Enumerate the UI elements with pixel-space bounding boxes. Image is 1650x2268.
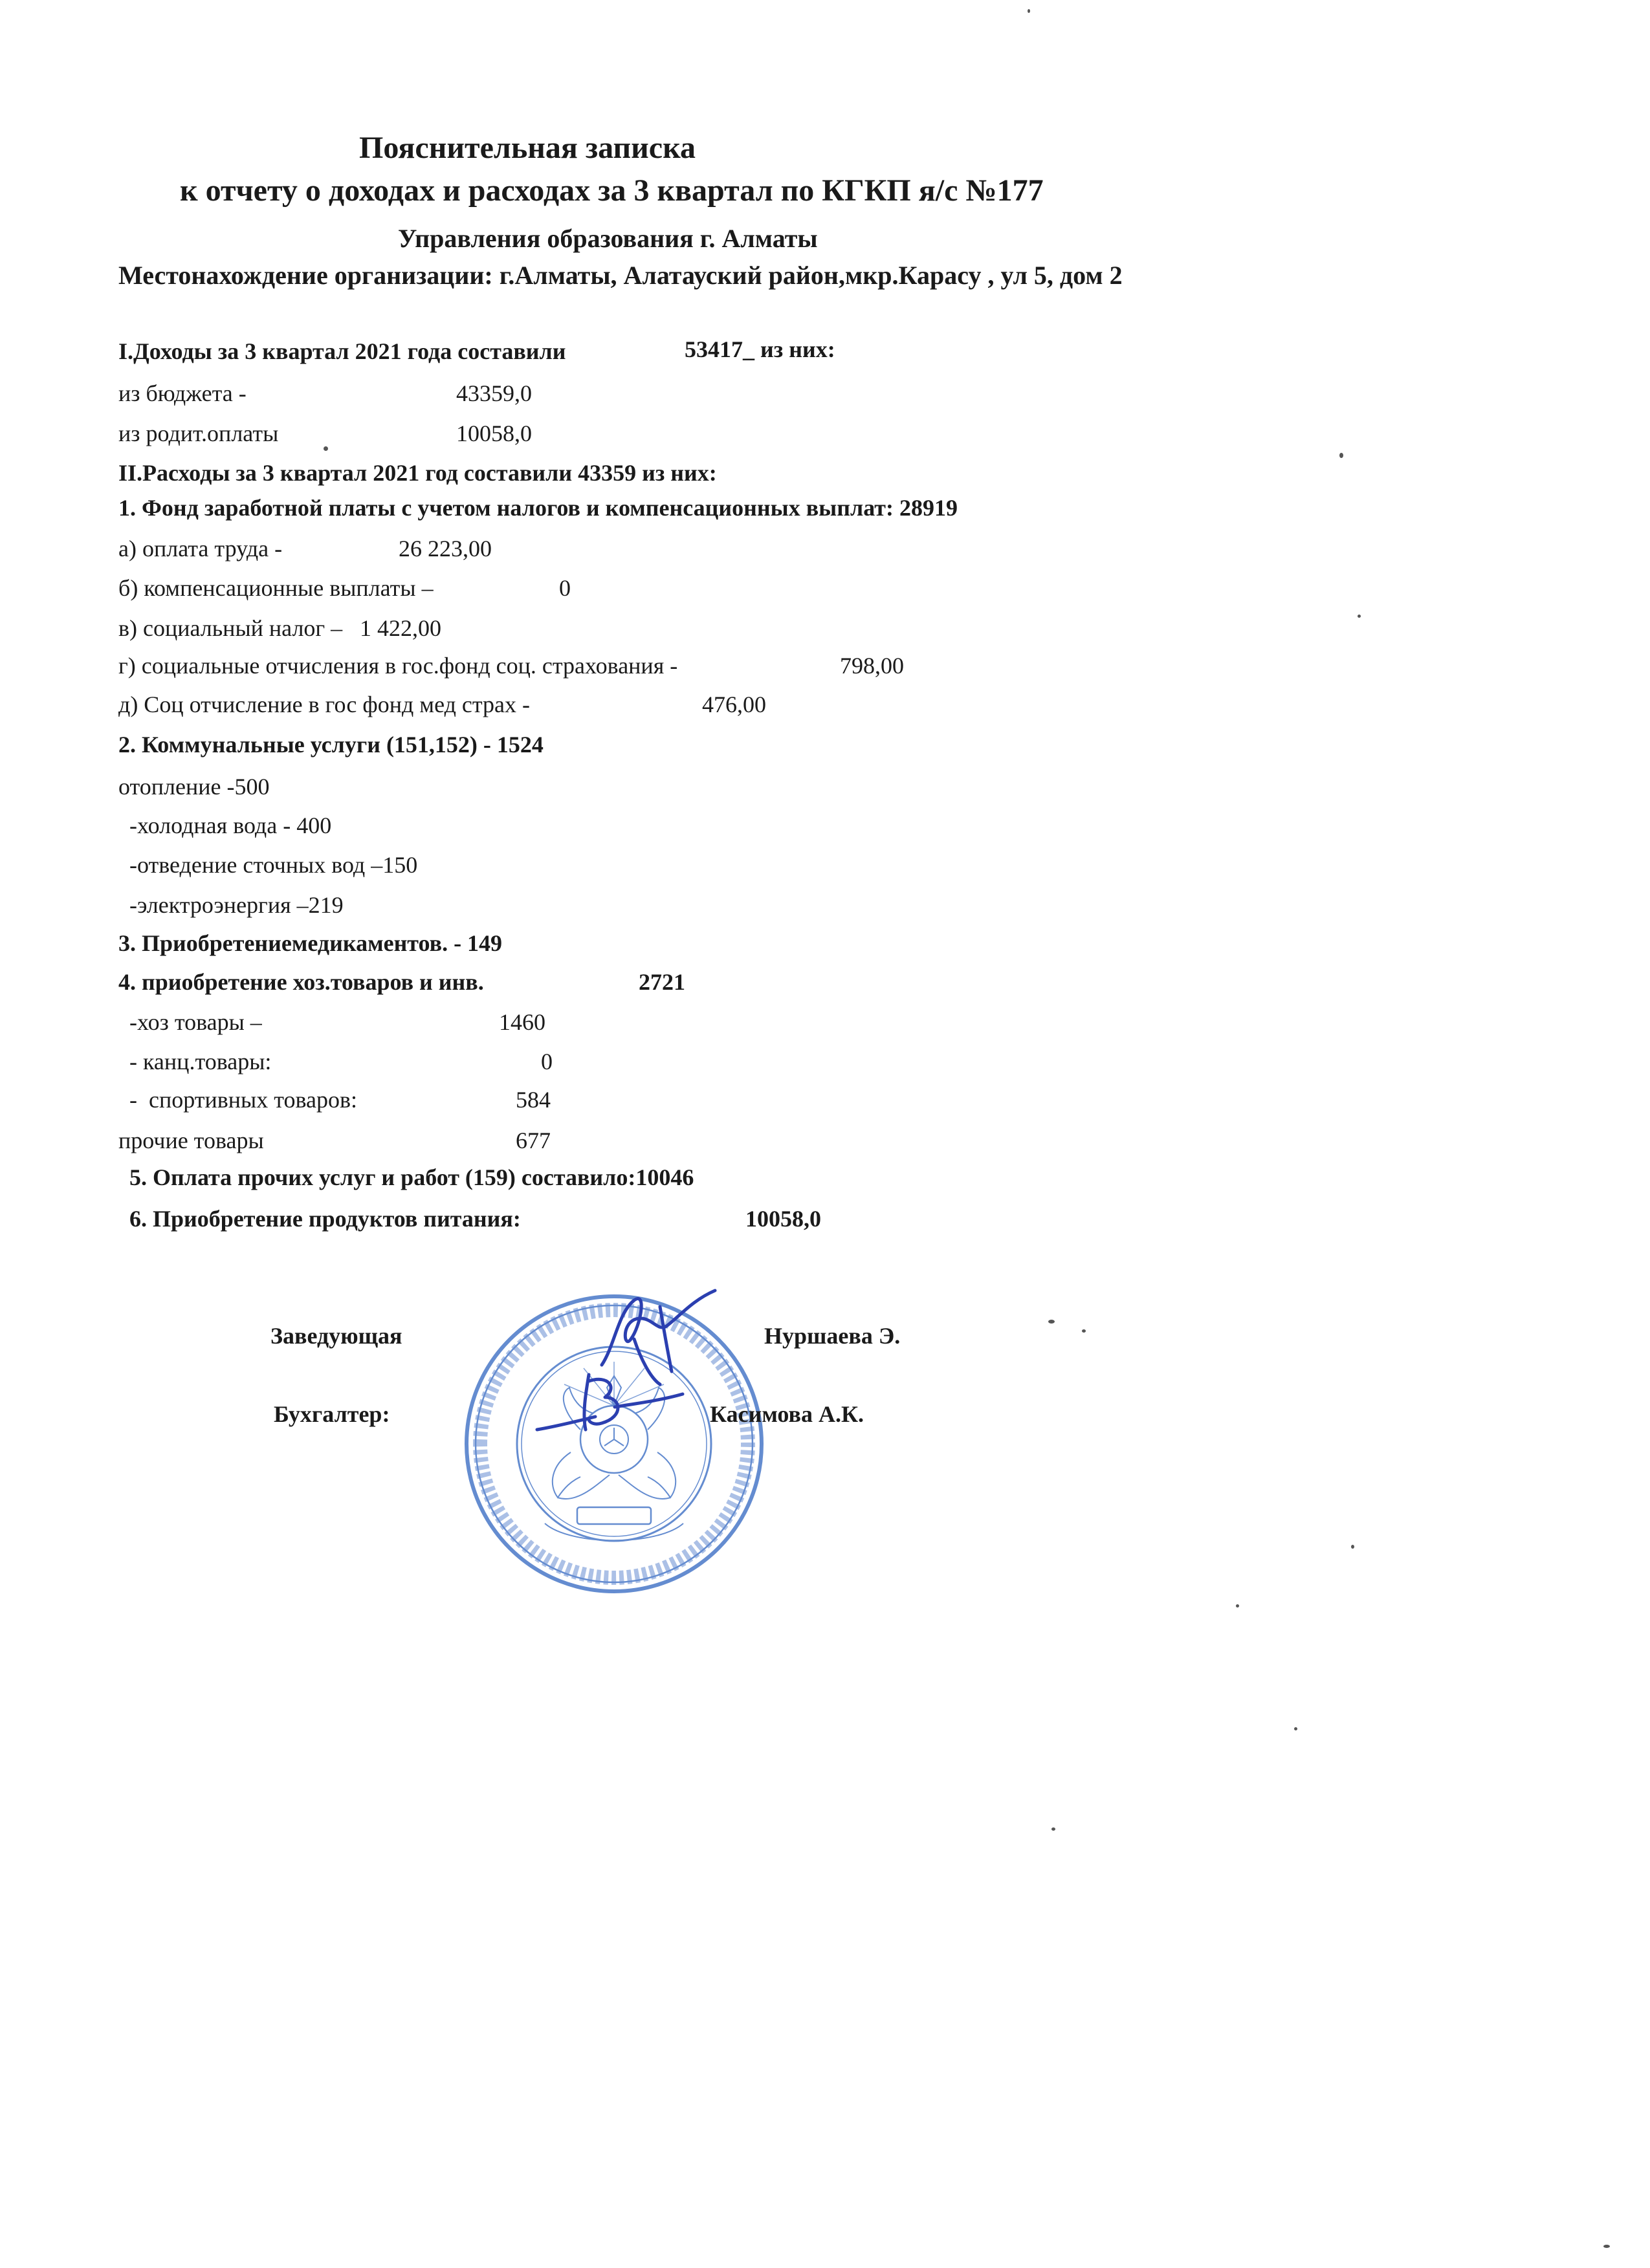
head-name: Нуршаева Э. — [764, 1323, 901, 1349]
salary-item-value: 0 — [559, 575, 571, 601]
document-subtitle: к отчету о доходах и расходах за 3 квартал по КГКП я/с №177 — [180, 173, 1044, 208]
household-heading-label: 4. приобретение хоз.товаров и инв. — [118, 969, 484, 995]
income-budget-label: из бюджета - — [118, 380, 247, 406]
document-title: Пояснительная записка — [359, 131, 696, 165]
location-line: Местонахождение организации: г.Алматы, Алатауский район,мкр.Карасу , ул 5, дом 2 — [118, 261, 1123, 290]
salary-item-value: 1 422,00 — [360, 615, 441, 641]
scan-speck — [1339, 453, 1343, 458]
scan-speck — [1294, 1727, 1297, 1730]
scan-speck — [324, 446, 328, 451]
household-item-label: - спортивных товаров: — [129, 1087, 357, 1113]
salary-item-value: 798,00 — [840, 653, 904, 679]
salary-heading: 1. Фонд заработной платы с учетом налогов и компенсационных выплат: 28919 — [118, 495, 958, 521]
household-item-value: 584 — [516, 1087, 551, 1113]
household-item-value: 677 — [516, 1128, 551, 1153]
scan-speck — [1236, 1604, 1239, 1608]
salary-item-value: 476,00 — [702, 692, 766, 717]
salary-item-label: б) компенсационные выплаты – — [118, 575, 434, 601]
household-heading-value: 2721 — [639, 969, 685, 995]
salary-item-label: а) оплата труда - — [118, 536, 283, 562]
income-heading-value: 53417_ из них: — [685, 336, 835, 362]
income-parent-label: из родит.оплаты — [118, 420, 279, 446]
household-item-label: прочие товары — [118, 1128, 264, 1153]
utilities-heading: 2. Коммунальные услуги (151,152) - 1524 — [118, 732, 544, 758]
scan-speck — [1603, 2245, 1610, 2248]
utilities-item: -отведение сточных вод –150 — [129, 852, 418, 878]
utilities-item: отопление -500 — [118, 774, 270, 800]
scan-speck — [1051, 1827, 1055, 1831]
scan-speck — [1358, 615, 1361, 618]
food-label: 6. Приобретение продуктов питания: — [129, 1206, 521, 1232]
household-item-value: 1460 — [499, 1009, 545, 1035]
food-value: 10058,0 — [745, 1206, 821, 1232]
household-item-value: 0 — [541, 1049, 553, 1074]
utilities-item: -электроэнергия –219 — [129, 892, 344, 918]
scan-speck — [1351, 1545, 1354, 1549]
utilities-item: -холодная вода - 400 — [129, 812, 332, 838]
scan-speck — [1028, 9, 1030, 13]
household-item-label: - канц.товары: — [129, 1049, 272, 1074]
salary-item-label: д) Соц отчисление в гос фонд мед страх - — [118, 692, 531, 717]
income-heading-label: I.Доходы за 3 квартал 2021 года составили — [118, 338, 566, 364]
salary-item-label: г) социальные отчисления в гос.фонд соц. страхования - — [118, 653, 678, 679]
scan-speck — [1082, 1329, 1086, 1333]
head-role: Заведующая — [270, 1323, 402, 1349]
department-line: Управления образования г. Алматы — [398, 224, 818, 253]
salary-item-label: в) социальный налог – — [118, 615, 343, 641]
scan-speck — [1048, 1320, 1055, 1324]
income-parent-value: 10058,0 — [456, 420, 532, 446]
accountant-signature — [531, 1368, 686, 1439]
accountant-name: Касимова А.К. — [710, 1401, 864, 1427]
medicine-line: 3. Приобретениемедикаментов. - 149 — [118, 930, 503, 956]
expenses-heading: II.Расходы за 3 квартал 2021 год составили 43359 из них: — [118, 460, 717, 486]
salary-item-value: 26 223,00 — [399, 536, 492, 562]
household-item-label: -хоз товары – — [129, 1009, 262, 1035]
other-services-line: 5. Оплата прочих услуг и работ (159) составило:10046 — [129, 1164, 694, 1190]
income-budget-value: 43359,0 — [456, 380, 532, 406]
accountant-role: Бухгалтер: — [274, 1401, 390, 1427]
